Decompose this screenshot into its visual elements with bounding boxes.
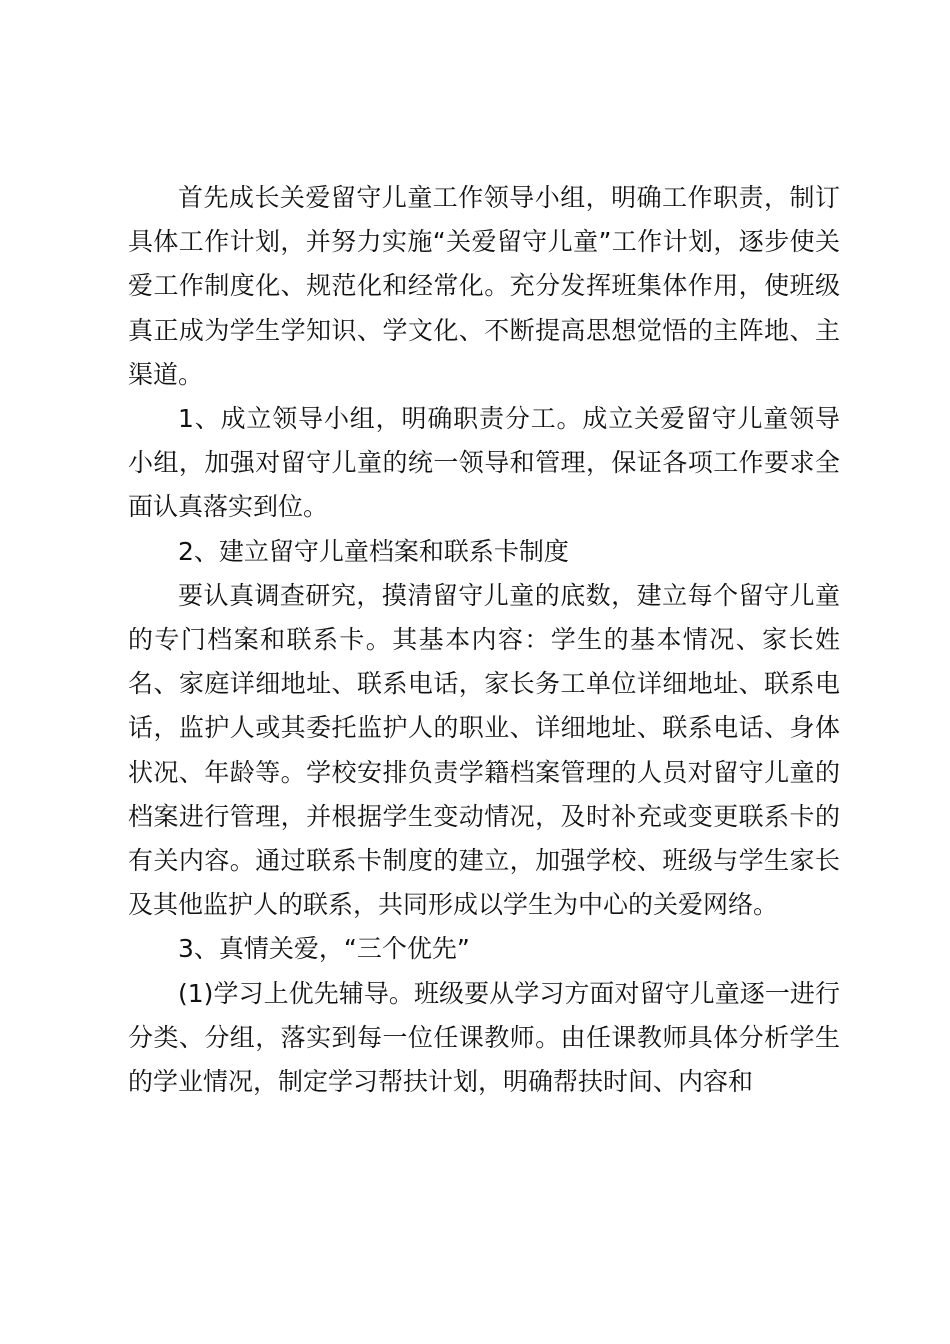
paragraph-item-2-heading: 2、建立留守儿童档案和联系卡制度 [178,536,569,566]
paragraph-item-3-heading: 3、真情关爱，“三个优先” [178,934,470,964]
paragraph-intro: 首先成长关爱留守儿童工作领导小组，明确工作职责，制订具体工作计划，并努力实施“关爱留守儿童”工作计划，逐步使关爱工作制度化、规范化和经常化。充分发挥班集体作用，使班级真正成为学生学知识、学文化、不断提高思想觉悟的主阵地、主渠道。 [128,183,840,389]
paragraph-item-3-1: (1)学习上优先辅导。班级要从学习方面对留守儿童逐一进行分类、分组，落实到每一位任课教师。由任课教师具体分析学生的学业情况，制定学习帮扶计划，明确帮扶时间、内容和 [128,978,840,1097]
document-body [128,176,840,1104]
paragraph-item-1: 1、成立领导小组，明确职责分工。成立关爱留守儿童领导小组，加强对留守儿童的统一领导和管理，保证各项工作要求全面认真落实到位。 [128,404,840,522]
paragraph-item-2-body: 要认真调查研究，摸清留守儿童的底数，建立每个留守儿童的专门档案和联系卡。其基本内容：学生的基本情况、家长姓名、家庭详细地址、联系电话，家长务工单位详细地址、联系电话，监护人或其委托监护人的职业、详细地址、联系电话、身体状况、年龄等。学校安排负责学籍档案管理的人员对留守儿童的档案进行管理，并根据学生变动情况，及时补充或变更联系卡的有关内容。通过联系卡制度的建立，加强学校、班级与学生家长及其他监护人的联系，共同形成以学生为中心的关爱网络。 [128,580,840,920]
